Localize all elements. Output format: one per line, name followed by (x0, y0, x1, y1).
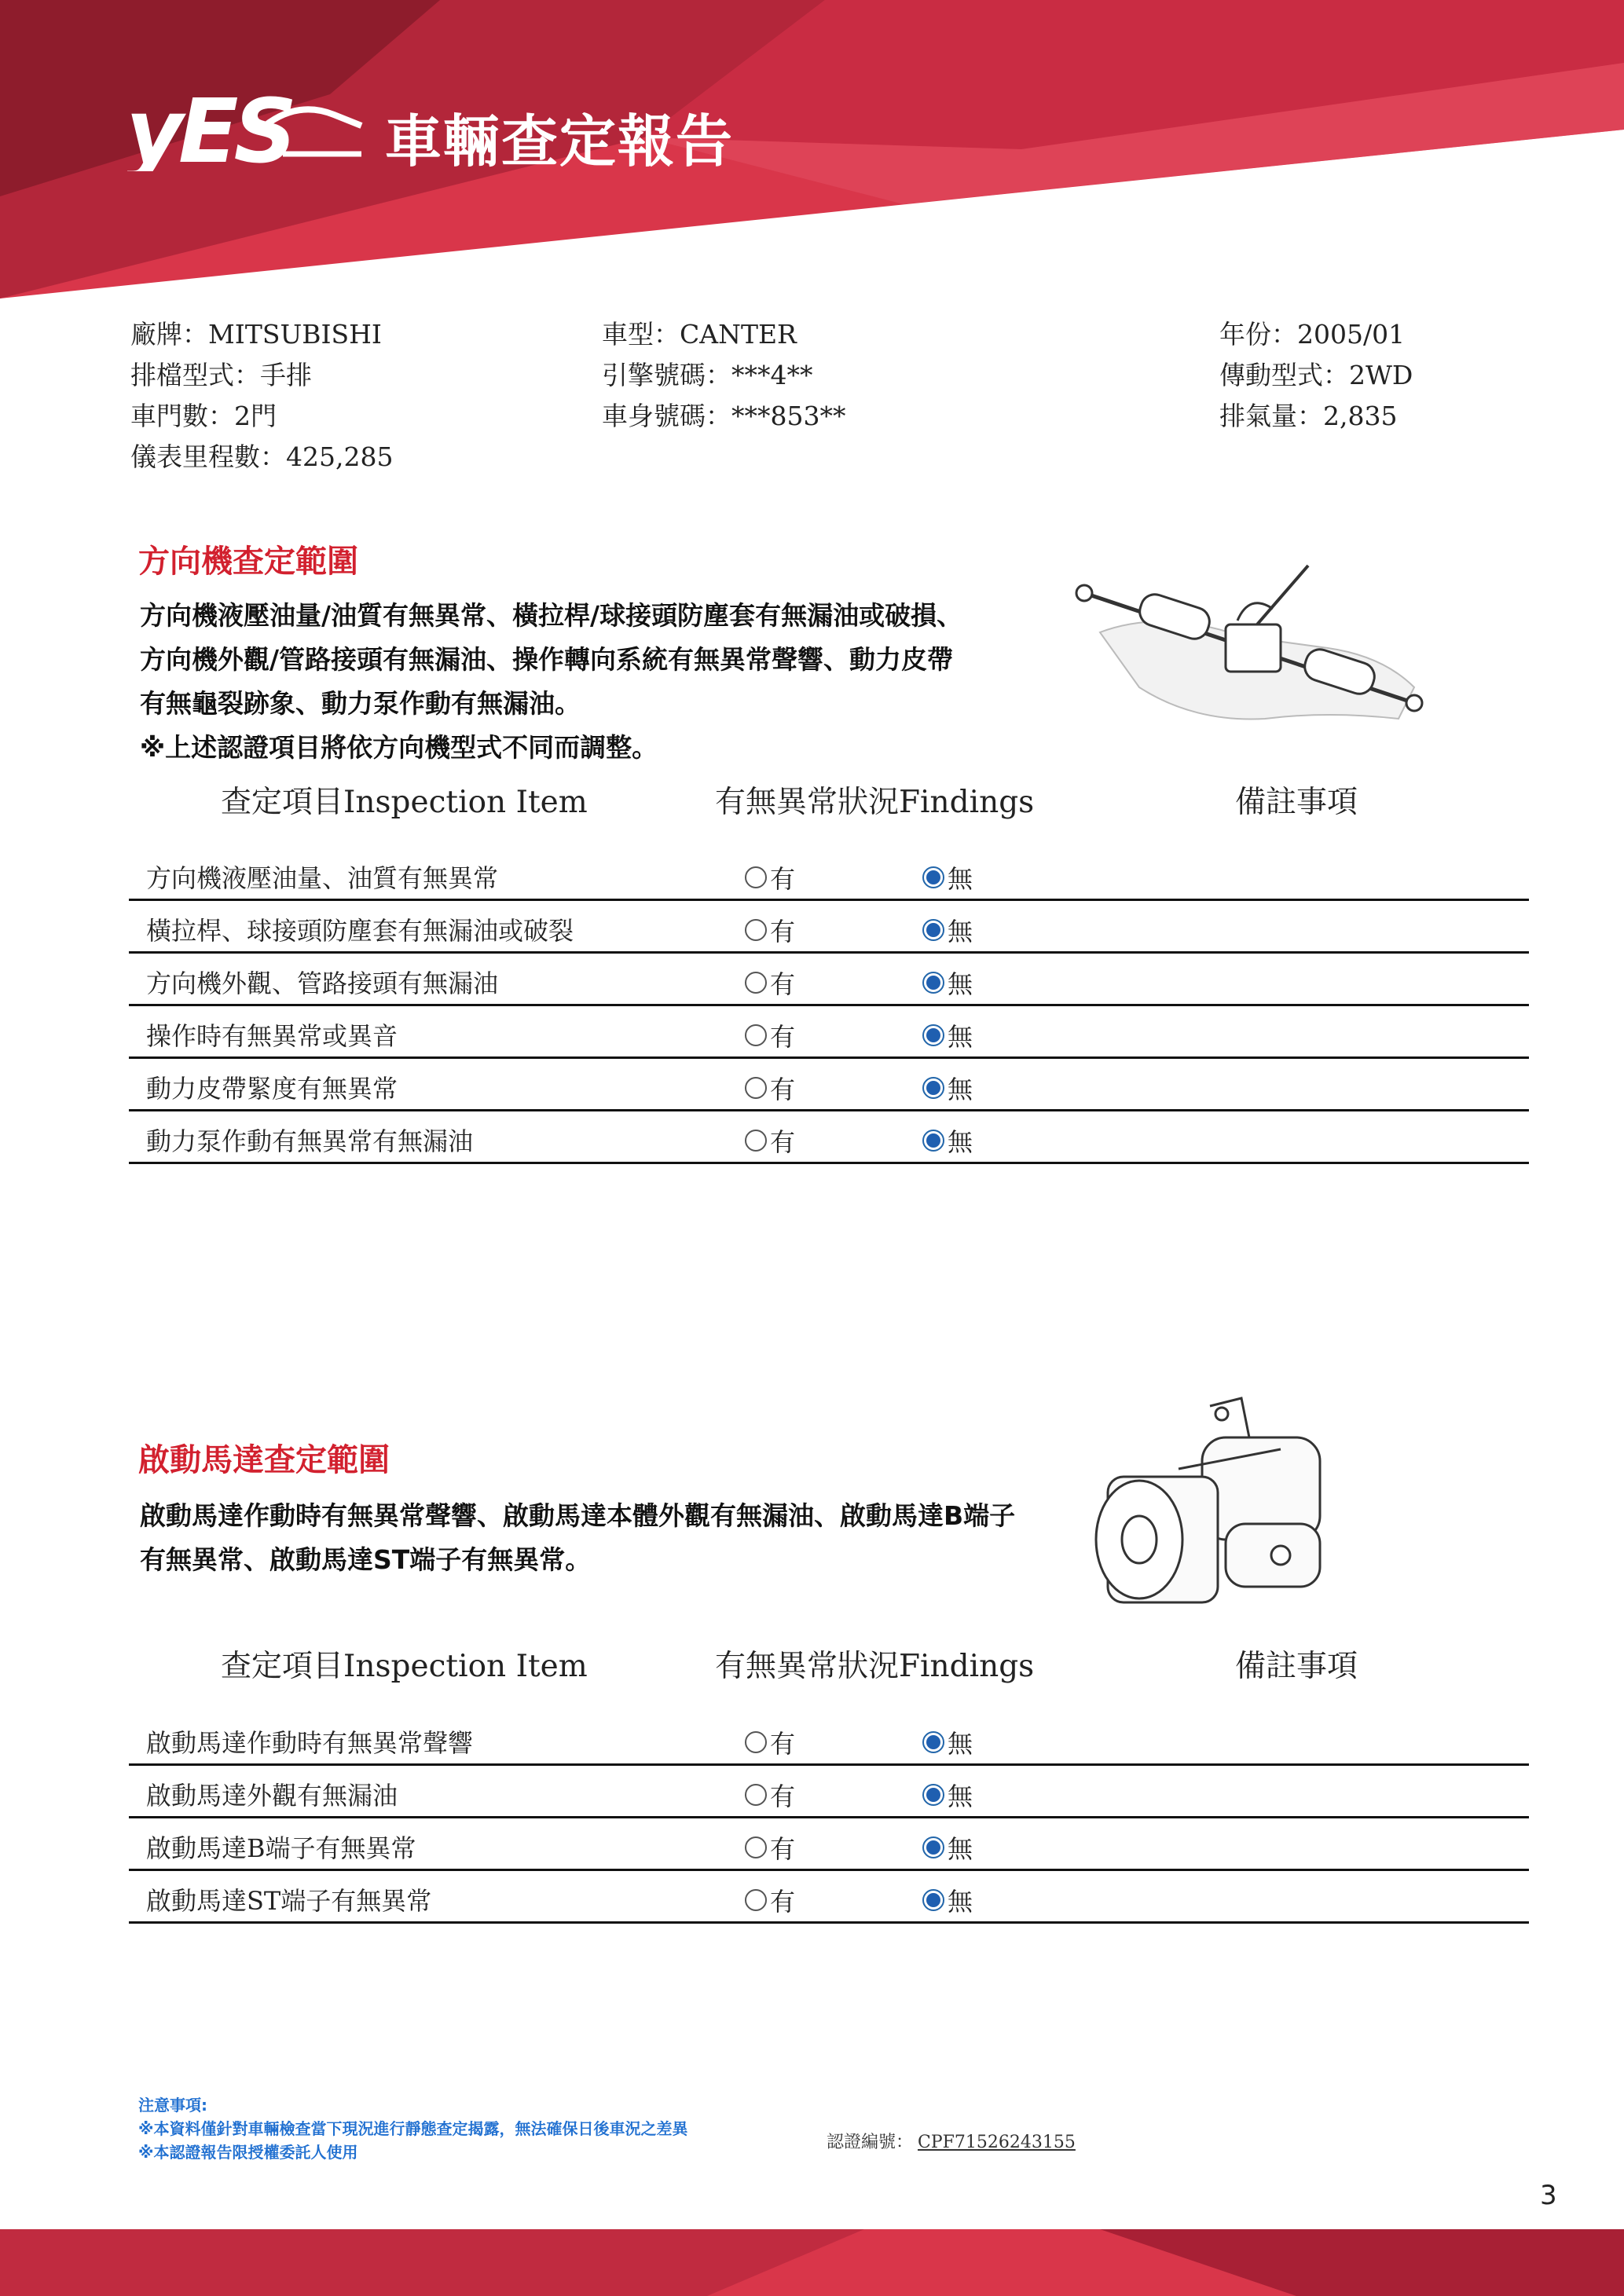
starter-section-title: 啟動馬達查定範圍 (138, 1442, 390, 1478)
option-yes[interactable] (745, 912, 795, 948)
option-yes[interactable] (745, 965, 795, 1001)
radio-selected-icon[interactable] (922, 919, 944, 941)
option-no-label: 無 (948, 1782, 973, 1811)
steering-desc-line: 方向機液壓油量/油質有無異常、橫拉桿/球接頭防塵套有無漏油或破損、 (140, 600, 963, 631)
steering-section-desc (140, 594, 962, 770)
info-drive: 傳動型式：2WD (1219, 360, 1413, 390)
cert-number: CPF71526243155 (918, 2133, 1076, 2152)
starter-motor-illustration (1084, 1390, 1351, 1626)
footer-notes (138, 2093, 687, 2164)
page-number: 3 (1540, 2180, 1557, 2211)
table-row (129, 1766, 1529, 1818)
option-no[interactable] (922, 1829, 973, 1866)
cert-label: 認證編號： (827, 2133, 914, 2152)
radio-unselected-icon[interactable] (745, 1130, 767, 1152)
table-row (129, 1006, 1529, 1059)
radio-selected-icon[interactable] (922, 1077, 944, 1099)
inspection-item: 方向機外觀、管路接頭有無漏油 (146, 969, 499, 998)
info-year: 年份：2005/01 (1219, 319, 1406, 350)
radio-selected-icon[interactable] (922, 1130, 944, 1152)
option-no[interactable] (922, 1777, 973, 1813)
option-no-label: 無 (948, 1887, 973, 1917)
option-yes-label: 有 (770, 1782, 796, 1811)
starter-section-desc (140, 1494, 1015, 1582)
option-no-label: 無 (948, 1022, 973, 1052)
inspection-item: 啟動馬達ST端子有無異常 (146, 1886, 432, 1916)
inspection-item: 啟動馬達作動時有無異常聲響 (146, 1728, 474, 1758)
starter-desc-line: 啟動馬達作動時有無異常聲響、啟動馬達本體外觀有無漏油、啟動馬達B端子 (140, 1500, 1016, 1531)
inspection-item: 操作時有無異常或異音 (146, 1021, 398, 1051)
info-displacement: 排氣量：2,835 (1219, 401, 1398, 431)
col-header-findings: 有無異常狀況Findings (715, 785, 1035, 820)
radio-selected-icon[interactable] (922, 1731, 944, 1753)
info-transmission: 排檔型式：手排 (130, 360, 312, 390)
option-no[interactable] (922, 1070, 973, 1106)
info-doors: 車門數：2門 (130, 401, 277, 431)
option-yes[interactable] (745, 1882, 795, 1918)
option-yes-label: 有 (770, 1834, 796, 1864)
col-header-findings: 有無異常狀況Findings (715, 1649, 1035, 1684)
option-no[interactable] (922, 912, 973, 948)
option-no[interactable] (922, 1122, 973, 1159)
radio-unselected-icon[interactable] (745, 1889, 767, 1911)
option-no-label: 無 (948, 1127, 973, 1157)
option-yes-label: 有 (770, 969, 796, 999)
option-yes-label: 有 (770, 1075, 796, 1104)
report-title: 車輛查定報告 (385, 108, 735, 174)
radio-unselected-icon[interactable] (745, 1731, 767, 1753)
table-row (129, 1111, 1529, 1164)
option-yes[interactable] (745, 1070, 795, 1106)
col-header-item: 查定項目Inspection Item (221, 785, 588, 820)
option-yes-label: 有 (770, 864, 796, 894)
info-model: 車型：CANTER (602, 319, 797, 350)
radio-unselected-icon[interactable] (745, 1077, 767, 1099)
radio-selected-icon[interactable] (922, 1024, 944, 1046)
option-yes-label: 有 (770, 1887, 796, 1917)
svg-text:yES: yES (126, 85, 293, 171)
radio-selected-icon[interactable] (922, 1836, 944, 1858)
footer-band (0, 2229, 1624, 2296)
option-no-label: 無 (948, 1075, 973, 1104)
radio-unselected-icon[interactable] (745, 972, 767, 994)
radio-unselected-icon[interactable] (745, 1784, 767, 1806)
radio-unselected-icon[interactable] (745, 1024, 767, 1046)
info-engine-no: 引擎號碼：***4** (602, 360, 813, 390)
info-mileage: 儀表里程數：425,285 (130, 441, 394, 472)
option-yes-label: 有 (770, 1022, 796, 1052)
radio-unselected-icon[interactable] (745, 1836, 767, 1858)
certification-number (827, 2129, 1076, 2153)
inspection-item: 啟動馬達外觀有無漏油 (146, 1781, 398, 1811)
steering-desc-line: ※上述認證項目將依方向機型式不同而調整。 (140, 732, 658, 763)
option-yes[interactable] (745, 859, 795, 895)
note-line: ※本資料僅針對車輛檢查當下現況進行靜態查定揭露，無法確保日後車況之差異 (138, 2119, 688, 2138)
option-no-label: 無 (948, 1834, 973, 1864)
option-yes-label: 有 (770, 917, 796, 947)
yes-logo (126, 85, 369, 174)
table-row (129, 1059, 1529, 1111)
inspection-item: 動力皮帶緊度有無異常 (146, 1074, 398, 1104)
col-header-item: 查定項目Inspection Item (221, 1649, 588, 1684)
option-yes-label: 有 (770, 1127, 796, 1157)
radio-selected-icon[interactable] (922, 866, 944, 888)
inspection-item: 橫拉桿、球接頭防塵套有無漏油或破裂 (146, 916, 574, 946)
steering-desc-line: 有無龜裂跡象、動力泵作動有無漏油。 (140, 688, 581, 719)
starter-inspection-table (129, 1713, 1529, 1924)
col-header-remarks: 備註事項 (1235, 1649, 1358, 1684)
radio-unselected-icon[interactable] (745, 919, 767, 941)
option-no-label: 無 (948, 864, 973, 894)
steering-section-title: 方向機查定範圍 (138, 544, 358, 580)
option-yes[interactable] (745, 1017, 795, 1053)
option-no-label: 無 (948, 969, 973, 999)
table-row (129, 848, 1529, 901)
starter-desc-line: 有無異常、啟動馬達ST端子有無異常。 (140, 1544, 592, 1575)
steering-rack-illustration (1069, 562, 1430, 742)
option-yes[interactable] (745, 1122, 795, 1159)
table-row (129, 1871, 1529, 1924)
info-brand: 廠牌：MITSUBISHI (130, 319, 382, 350)
note-line: ※本認證報告限授權委託人使用 (138, 2143, 358, 2162)
option-no[interactable] (922, 859, 973, 895)
table-row (129, 1818, 1529, 1871)
radio-selected-icon[interactable] (922, 1889, 944, 1911)
radio-selected-icon[interactable] (922, 1784, 944, 1806)
inspection-item: 啟動馬達B端子有無異常 (146, 1833, 416, 1863)
option-no[interactable] (922, 1882, 973, 1918)
inspection-item: 動力泵作動有無異常有無漏油 (146, 1126, 474, 1156)
option-no[interactable] (922, 1724, 973, 1760)
radio-unselected-icon[interactable] (745, 866, 767, 888)
col-header-remarks: 備註事項 (1235, 785, 1358, 820)
option-no[interactable] (922, 965, 973, 1001)
table-row (129, 1713, 1529, 1766)
option-no-label: 無 (948, 917, 973, 947)
table-row (129, 901, 1529, 954)
option-yes[interactable] (745, 1724, 795, 1760)
option-no-label: 無 (948, 1729, 973, 1759)
radio-selected-icon[interactable] (922, 972, 944, 994)
option-no[interactable] (922, 1017, 973, 1053)
option-yes[interactable] (745, 1829, 795, 1866)
inspection-item: 方向機液壓油量、油質有無異常 (146, 863, 499, 893)
steering-desc-line: 方向機外觀/管路接頭有無漏油、操作轉向系統有無異常聲響、動力皮帶 (140, 644, 954, 675)
steering-inspection-table (129, 848, 1529, 1164)
info-body-no: 車身號碼：***853** (602, 401, 846, 431)
option-yes-label: 有 (770, 1729, 796, 1759)
option-yes[interactable] (745, 1777, 795, 1813)
table-row (129, 954, 1529, 1006)
notes-title: 注意事項: (138, 2096, 207, 2115)
